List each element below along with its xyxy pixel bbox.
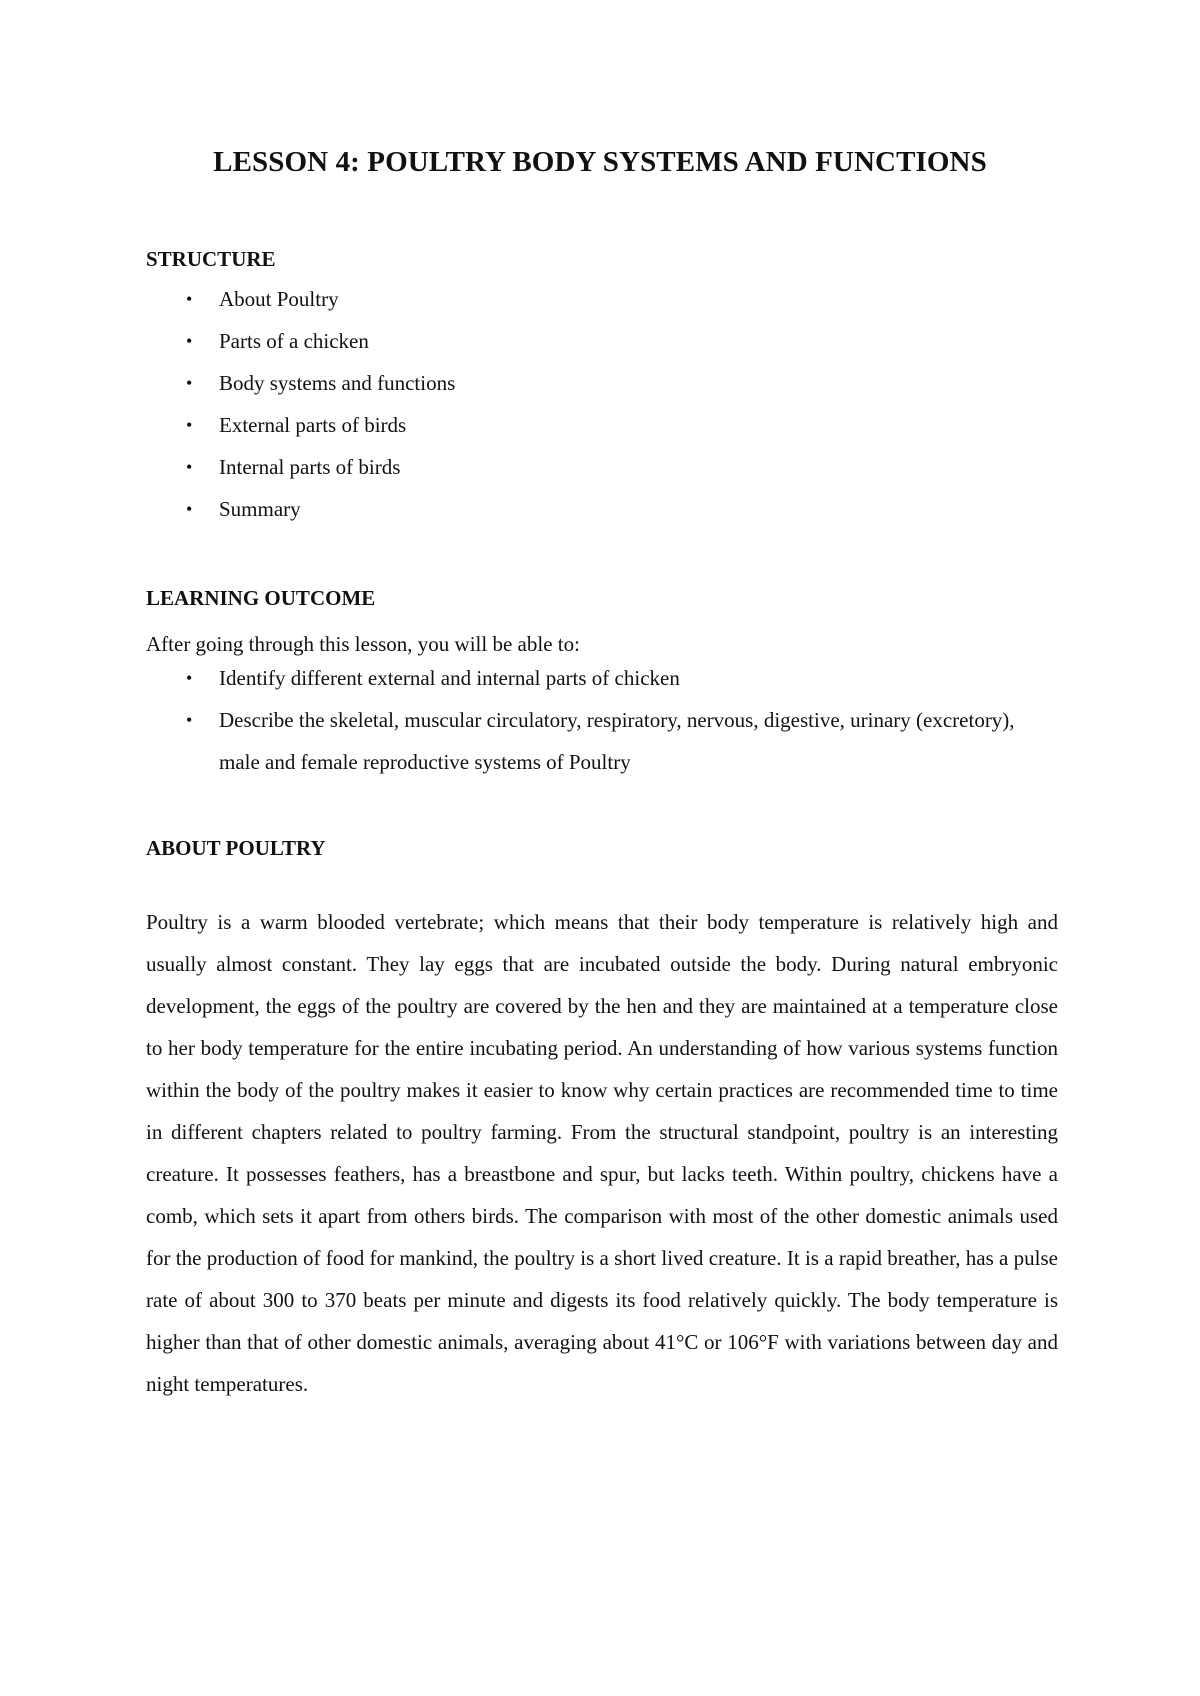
bullet-icon: • [186,289,193,309]
list-item-label: Parts of a chicken [219,329,369,353]
list-item [186,404,455,446]
structure-heading: STRUCTURE [146,247,276,271]
bullet-icon: • [186,499,193,519]
list-item [186,278,455,320]
list-item [186,699,1059,783]
list-item [186,320,455,362]
bullet-icon: • [186,710,193,730]
list-item-label: About Poultry [219,287,339,311]
list-item-label: Internal parts of birds [219,455,401,479]
bullet-icon: • [186,668,193,688]
bullet-icon: • [186,331,193,351]
about-poultry-paragraph: Poultry is a warm blooded vertebrate; which means that their body temperature is relatively high and usually almost constant. They lay eggs that are incubated outside the body. During natural embryonic development, the eggs of the poultry are covered by the hen and they are maintained at a temperature close to her body temperature for the entire incubating period. An understanding of how various systems function within the body of the poultry makes it easier to know why certain practices are recommended time to time in different chapters related to poultry farming. From the structural standpoint, poultry is an interesting creature. It possesses feathers, has a breastbone and spur, but lacks teeth. Within poultry, chickens have a comb, which sets it apart from others birds. The comparison with most of the other domestic animals used for the production of food for mankind, the poultry is a short lived creature. It is a rapid breather, has a pulse rate of about 300 to 370 beats per minute and digests its food relatively quickly. The body temperature is higher than that of other domestic animals, averaging about 41°C or 106°F with variations between day and night temperatures. [146,910,1058,1396]
learning-outcome-list [186,657,1059,783]
list-item [186,362,456,404]
lesson-title: LESSON 4: POULTRY BODY SYSTEMS AND FUNCTIONS [213,146,987,178]
bullet-icon: • [186,415,193,435]
list-item-label: External parts of birds [219,413,407,437]
about-poultry-heading: ABOUT POULTRY [146,836,326,860]
bullet-icon: • [186,373,193,393]
list-item [186,488,455,530]
list-item [186,657,1059,699]
list-item-label: Summary [219,497,301,521]
structure-list [186,278,456,530]
list-item-label: Body systems and functions [219,371,456,395]
learning-outcome-heading: LEARNING OUTCOME [146,586,376,610]
learning-outcome-intro: After going through this lesson, you will be able to: [146,632,580,656]
list-item-label: Identify different external and internal parts of chicken [219,666,680,690]
list-item [186,446,455,488]
bullet-icon: • [186,457,193,477]
list-item-label: Describe the skeletal, muscular circulatory, respiratory, nervous, digestive, urinary (excretory), male and female reproductive systems of Poultry [219,708,1015,774]
